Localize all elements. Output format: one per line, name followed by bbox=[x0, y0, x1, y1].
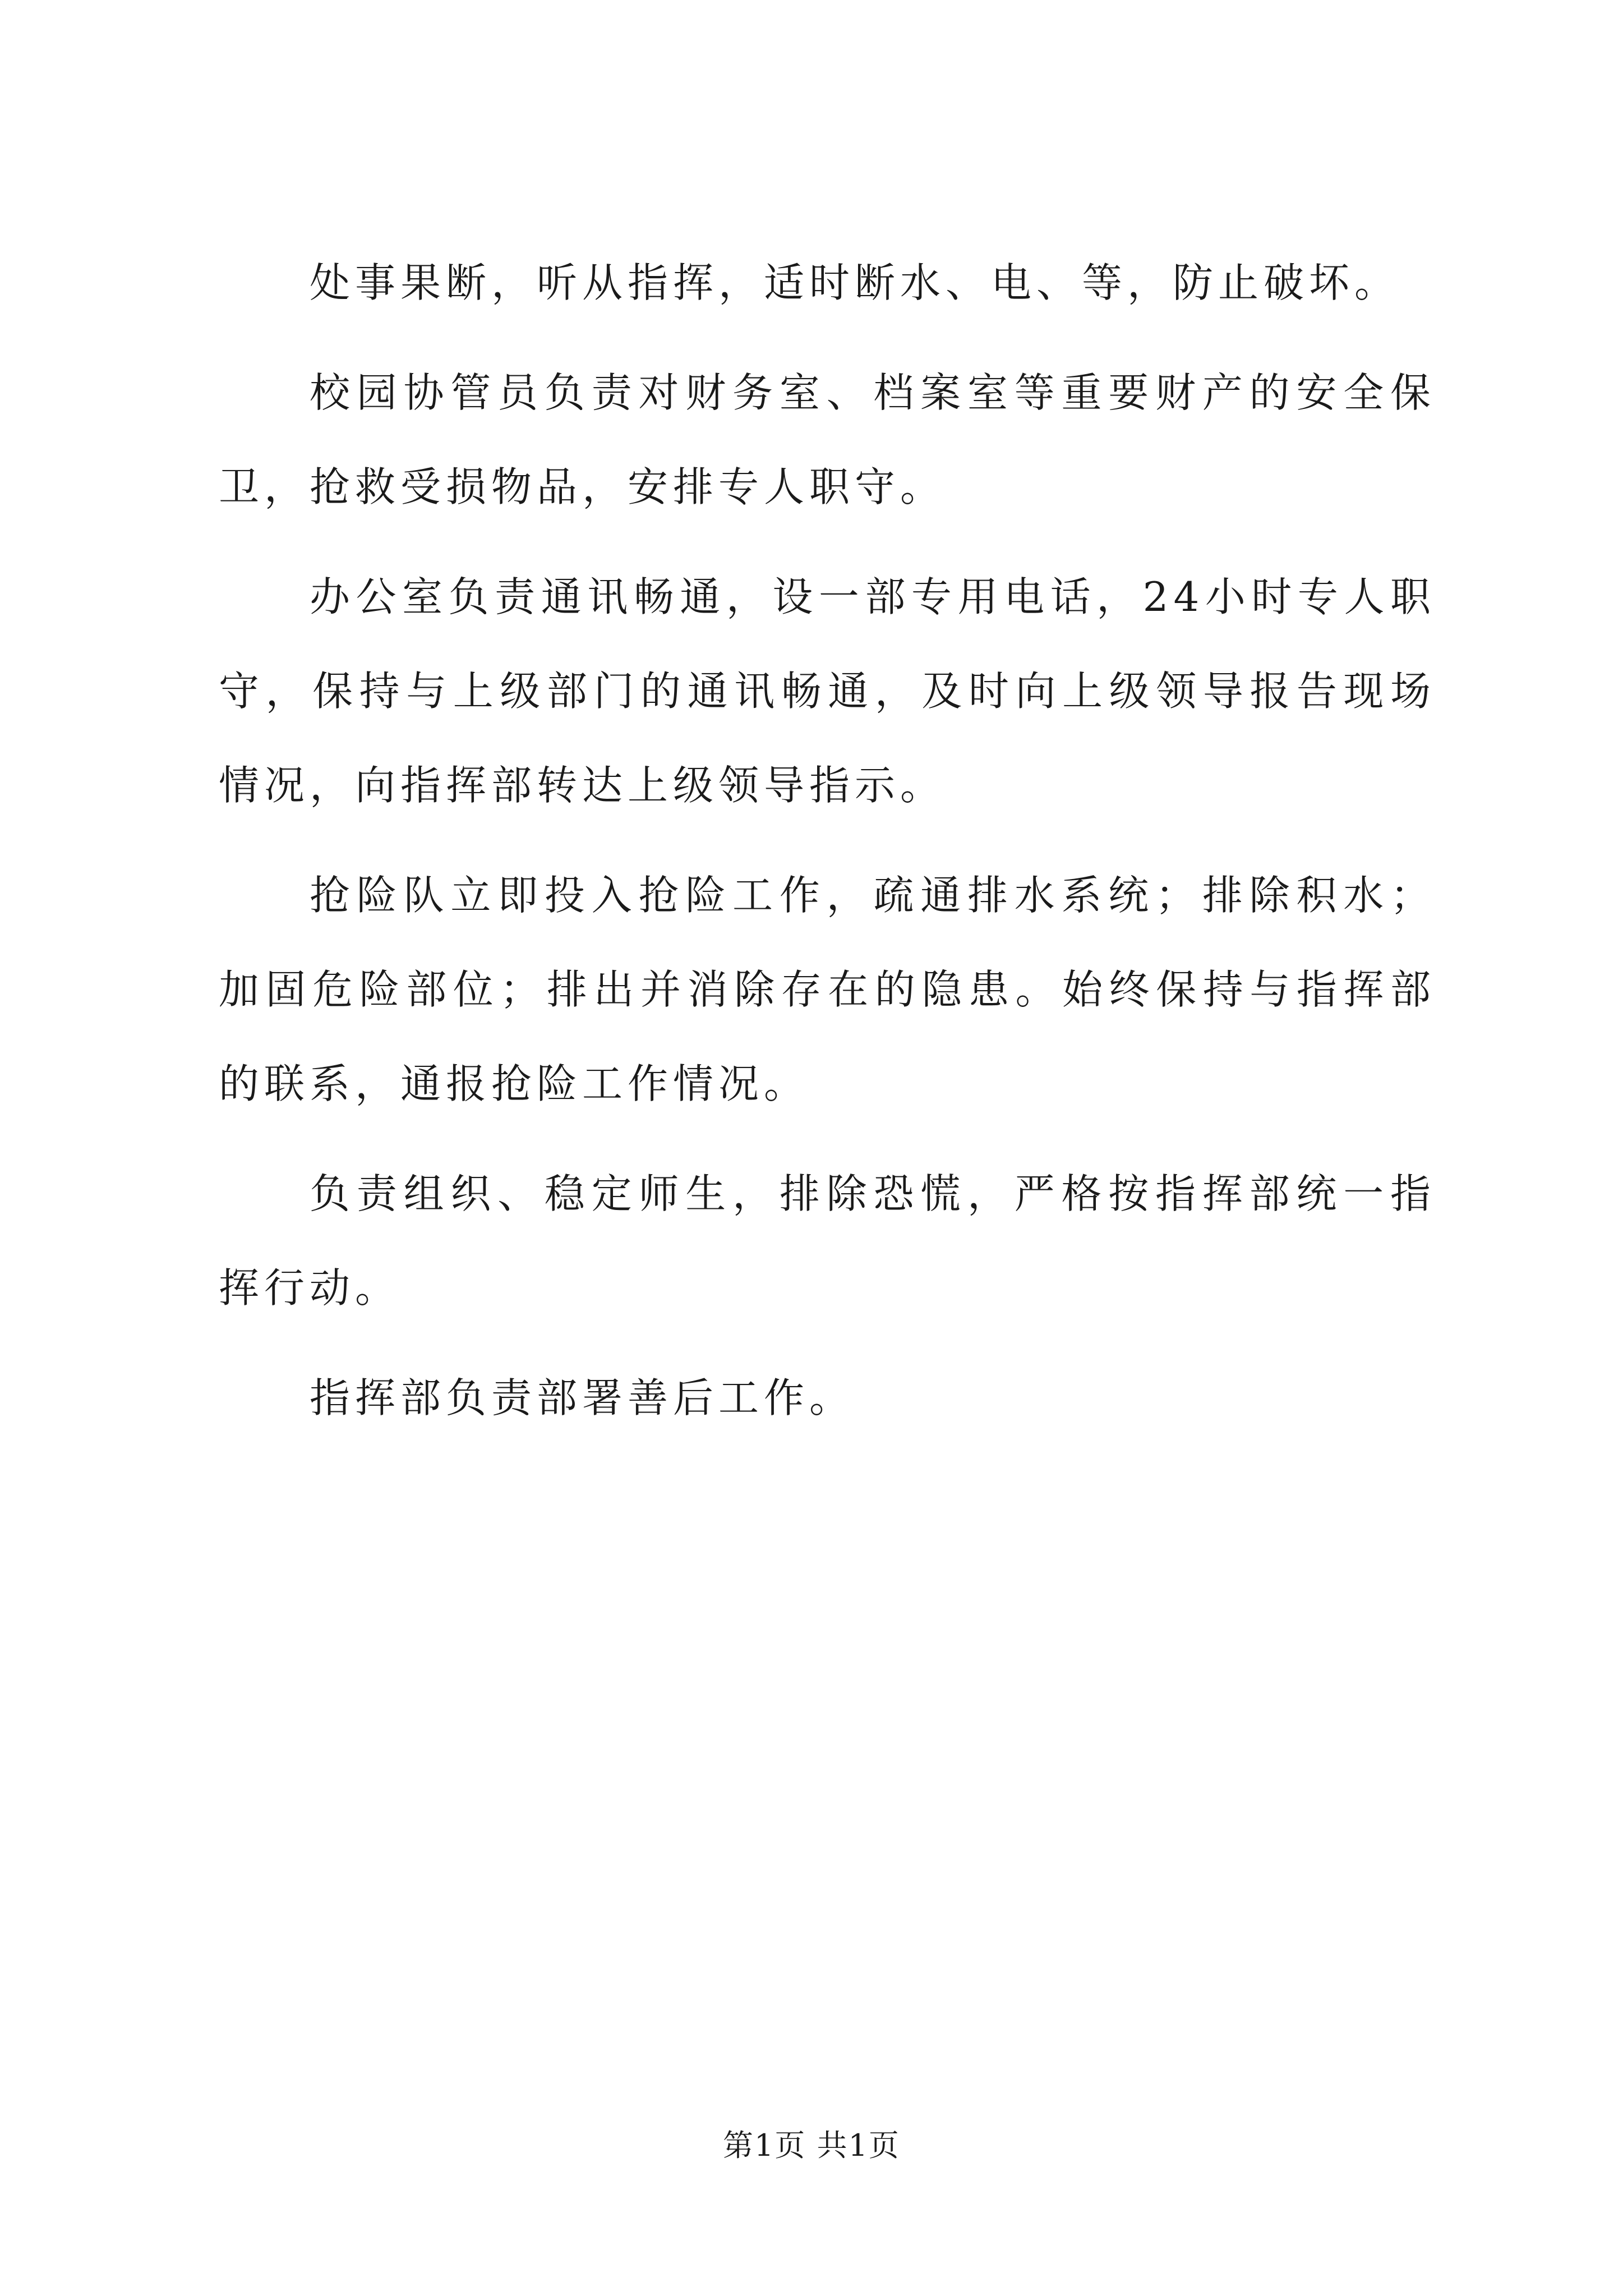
document-body bbox=[219, 236, 1436, 1461]
paragraph-6: 指挥部负责部署善后工作。 bbox=[310, 1374, 855, 1421]
paragraph-4: 抢险队立即投入抢险工作，疏通排水系统；排除积水；加固危险部位；排出并消除存在的隐患。始终保持与指挥部的联系，通报抢险工作情况。 bbox=[219, 872, 1436, 1107]
paragraph-3: 办公室负责通讯畅通，设一部专用电话，24小时专人职守，保持与上级部门的通讯畅通，及时向上级领导报告现场情况，向指挥部转达上级领导指示。 bbox=[219, 573, 1436, 809]
page-footer: 第1页 共1页 bbox=[723, 2128, 900, 2163]
paragraph-5: 负责组织、稳定师生，排除恐慌，严格按指挥部统一指挥行动。 bbox=[219, 1170, 1436, 1312]
paragraph-1: 处事果断，听从指挥，适时断水、电、等，防止破坏。 bbox=[310, 259, 1400, 306]
paragraph-2: 校园协管员负责对财务室、档案室等重要财产的安全保卫，抢救受损物品，安排专人职守。 bbox=[219, 369, 1436, 510]
